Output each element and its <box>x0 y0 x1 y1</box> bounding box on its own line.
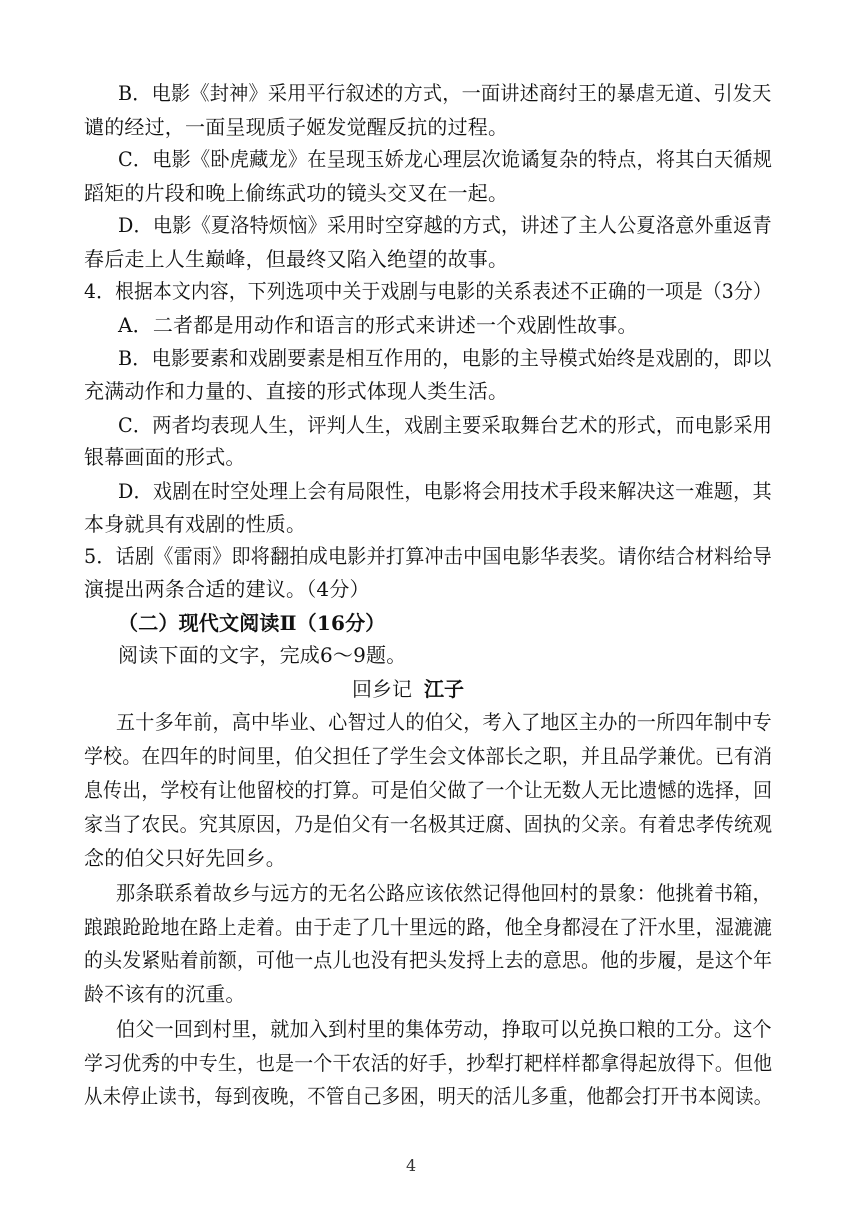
article-p1-line2: 学校。在四年的时间里，伯父担任了学生会文体部长之职，并且品学兼优。已有消 <box>84 744 773 768</box>
q4-option-b-line1: B．电影要素和戏剧要素是相互作用的，电影的主导模式始终是戏剧的，即以 <box>118 346 772 370</box>
q4-option-d-line1: D．戏剧在时空处理上会有局限性，电影将会用技术手段来解决这一难题，其 <box>118 479 772 503</box>
q3-option-b-line2: 谴的经过，一面呈现质子姬发觉醒反抗的过程。 <box>84 115 509 139</box>
q3-option-d-line1: D．电影《夏洛特烦恼》采用时空穿越的方式，讲述了主人公夏洛意外重返青 <box>118 213 772 237</box>
q4-option-a: A．二者都是用动作和语言的形式来讲述一个戏剧性故事。 <box>118 313 638 337</box>
article-p2-line3: 的头发紧贴着前额，可他一点儿也没有把头发捋上去的意思。他的步履，是这个年 <box>84 948 773 972</box>
section-heading: （二）现代文阅读Ⅱ（16分） <box>118 611 386 635</box>
section-instruction: 阅读下面的文字，完成6～9题。 <box>118 643 407 667</box>
article-p3-line3: 从未停止读书，每到夜晚，不管自己多困，明天的活儿多重，他都会打开书本阅读。 <box>84 1084 773 1108</box>
q3-option-c-line1: C．电影《卧虎藏龙》在呈现玉娇龙心理层次诡谲复杂的特点，将其白天循规 <box>118 147 773 171</box>
q4-option-c-line2: 银幕画面的形式。 <box>84 445 246 469</box>
article-p2-line2: 踉踉跄跄地在路上走着。由于走了几十里远的路，他全身都浸在了汗水里，湿漉漉 <box>84 915 773 939</box>
q4-option-d-line2: 本身就具有戏剧的性质。 <box>84 512 307 536</box>
q5-line2: 演提出两条合适的建议。（4分） <box>84 577 370 601</box>
article-p2-line1: 那条联系着故乡与远方的无名公路应该依然记得他回村的景象：他挑着书箱， <box>116 881 772 905</box>
article-p3-line1: 伯父一回到村里，就加入到村里的集体劳动，挣取可以兑换口粮的工分。这个 <box>116 1017 772 1041</box>
article-p2-line4: 龄不该有的沉重。 <box>84 982 246 1006</box>
article-p3-line2: 学习优秀的中专生，也是一个干农活的好手，抄犁打耙样样都拿得起放得下。但他 <box>84 1051 773 1075</box>
article-title: 回乡记 <box>352 677 412 701</box>
article-p1-line4: 家当了农民。究其原因，乃是伯父有一名极其迂腐、固执的父亲。有着忠孝传统观 <box>84 812 773 836</box>
q4-option-c-line1: C．两者均表现人生，评判人生，戏剧主要采取舞台艺术的形式，而电影采用 <box>118 413 773 437</box>
q4-stem: 4．根据本文内容，下列选项中关于戏剧与电影的关系表述不正确的一项是（3分） <box>84 279 772 303</box>
q3-option-c-line2: 蹈矩的片段和晚上偷练武功的镜头交叉在一起。 <box>84 181 509 205</box>
q3-option-d-line2: 春后走上人生巅峰，但最终又陷入绝望的故事。 <box>84 247 509 271</box>
q4-option-b-line2: 充满动作和力量的、直接的形式体现人类生活。 <box>84 379 509 403</box>
article-author: 江子 <box>424 677 464 701</box>
article-p1-line5: 念的伯父只好先回乡。 <box>84 846 286 870</box>
article-p1-line3: 息传出，学校有让他留校的打算。可是伯父做了一个让无数人无比遗憾的选择，回 <box>84 778 773 802</box>
article-title-line <box>352 676 464 702</box>
q5-line1: 5．话剧《雷雨》即将翻拍成电影并打算冲击中国电影华表奖。请你结合材料给导 <box>84 544 772 568</box>
q3-option-b-line1: B．电影《封神》采用平行叙述的方式，一面讲述商纣王的暴虐无道、引发天 <box>118 81 772 105</box>
page-number: 4 <box>406 1156 417 1175</box>
article-p1-line1: 五十多年前，高中毕业、心智过人的伯父，考入了地区主办的一所四年制中专 <box>116 710 772 734</box>
